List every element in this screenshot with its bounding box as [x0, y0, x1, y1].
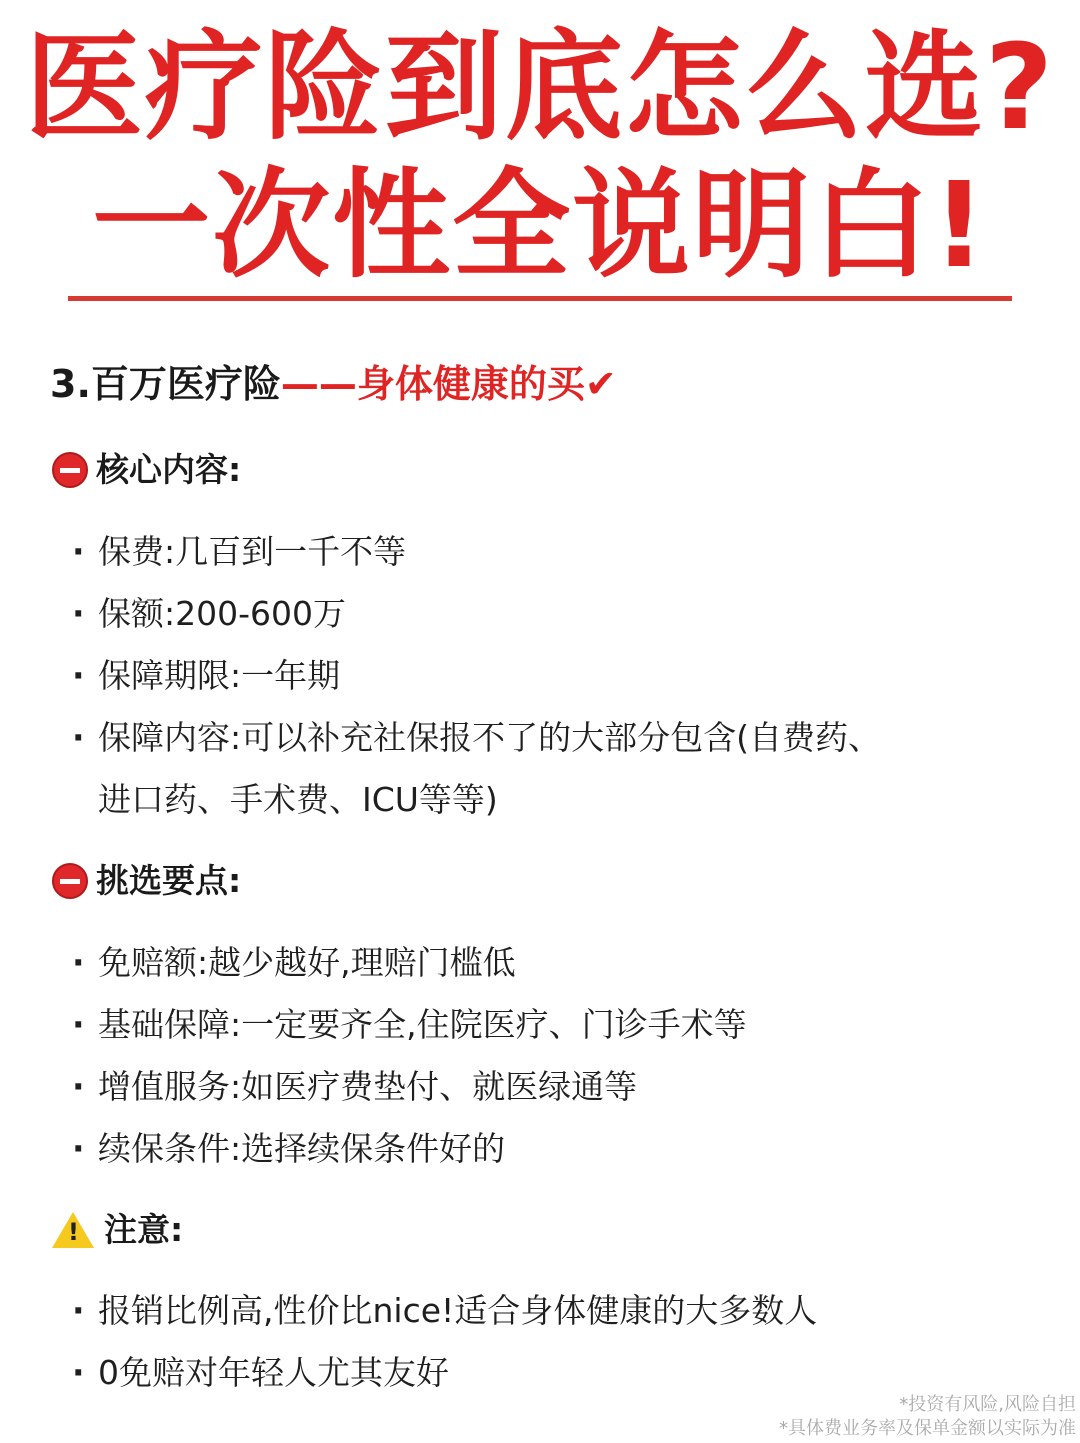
- list-item-text: 基础保障:一定要齐全,住院医疗、门诊手术等: [98, 1005, 747, 1044]
- list-item: [72, 652, 340, 700]
- bullet: ·: [72, 943, 85, 982]
- tips-heading: [52, 857, 241, 905]
- warning-icon: [52, 1212, 94, 1248]
- tips-heading-label: 挑选要点:: [96, 861, 242, 900]
- core-heading: [52, 446, 241, 494]
- bullet: ·: [72, 718, 85, 757]
- bullet: ·: [72, 532, 85, 571]
- list-item-text: 保障期限:一年期: [98, 656, 341, 695]
- list-item: [72, 714, 881, 762]
- footnote-disclaimer: *具体费业务率及保单金额以实际为准: [779, 1418, 1076, 1439]
- section-heading: [50, 356, 617, 412]
- bullet: ·: [72, 1129, 85, 1168]
- note-heading-label: 注意:: [104, 1210, 184, 1249]
- list-item-text: 保障内容:可以补充社保报不了的大部分包含(自费药、: [98, 718, 881, 757]
- list-item-text: 增值服务:如医疗费垫付、就医绿通等: [98, 1067, 638, 1106]
- note-heading: [52, 1206, 183, 1254]
- section-heading-prefix: 3.百万医疗险: [50, 362, 281, 406]
- list-item: [72, 1125, 505, 1173]
- page-title-line2: 一次性全说明白!: [92, 156, 988, 294]
- bullet: ·: [72, 1291, 85, 1330]
- list-item: [72, 1349, 449, 1397]
- bullet: ·: [72, 1005, 85, 1044]
- no-entry-icon: [52, 452, 88, 488]
- list-item: [72, 528, 406, 576]
- footnote-risk: *投资有风险,风险自担: [899, 1394, 1076, 1415]
- list-item-text: 续保条件:选择续保条件好的: [98, 1129, 506, 1168]
- section-heading-suffix: ——身体健康的买✔: [280, 362, 617, 406]
- title-divider: [68, 296, 1012, 301]
- list-item: [72, 939, 516, 987]
- list-item: [72, 1063, 637, 1111]
- list-item-text: 报销比例高,性价比nice!适合身体健康的大多数人: [98, 1291, 818, 1330]
- bullet: ·: [72, 1067, 85, 1106]
- list-item-text: 保额:200-600万: [98, 594, 346, 633]
- list-item-text: 0免赔对年轻人尤其友好: [98, 1353, 449, 1392]
- list-item-text: 保费:几百到一千不等: [98, 532, 407, 571]
- page-title-line1: 医疗险到底怎么选?: [24, 18, 1056, 156]
- list-item: [72, 590, 346, 638]
- bullet: ·: [72, 656, 85, 695]
- bullet: ·: [72, 594, 85, 633]
- list-item: [72, 1287, 817, 1335]
- list-item-continuation: 进口药、手术费、ICU等等): [98, 780, 498, 819]
- core-heading-label: 核心内容:: [96, 450, 242, 489]
- bullet: ·: [72, 1353, 85, 1392]
- list-item: [72, 1001, 747, 1049]
- no-entry-icon: [52, 863, 88, 899]
- list-item-text: 免赔额:越少越好,理赔门槛低: [98, 943, 516, 982]
